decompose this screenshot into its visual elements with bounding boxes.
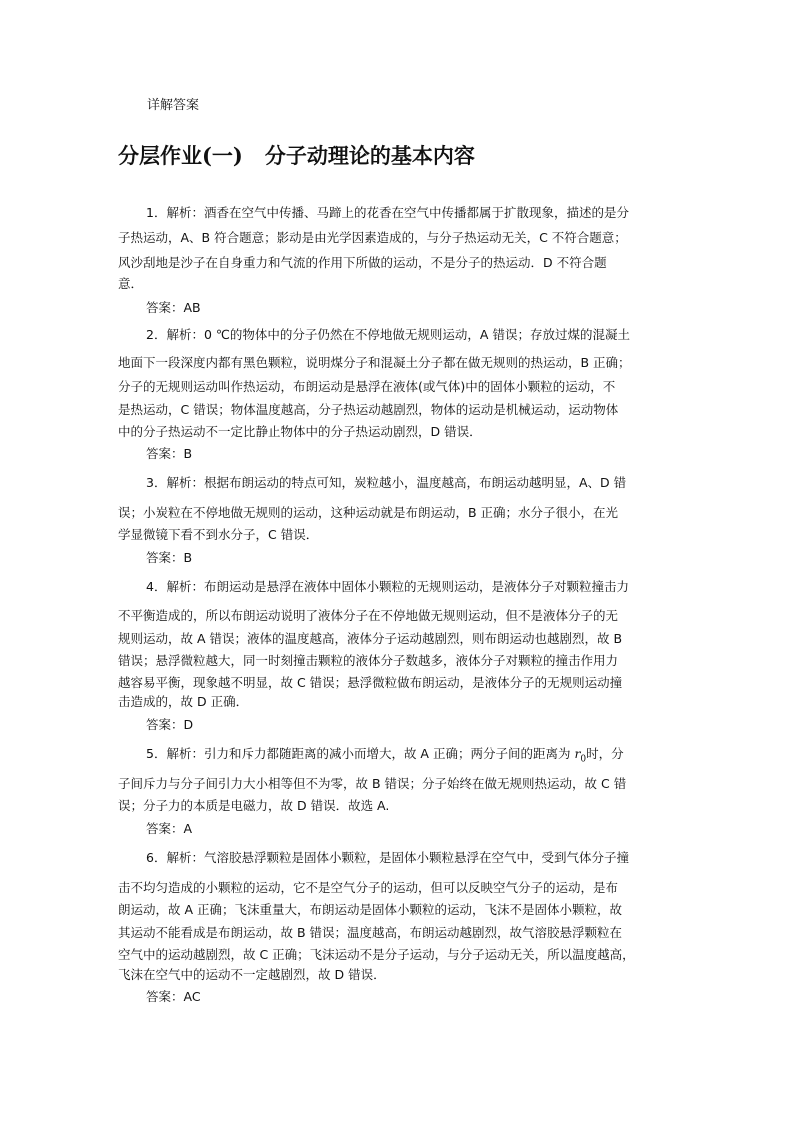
page-title (118, 143, 475, 169)
q1-line-1: 1．解析：酒香在空气中传播、马蹄上的花香在空气中传播都属于扩散现象，描述的是分 (146, 205, 629, 220)
q5-answer: 答案：A (146, 821, 193, 836)
q4-line-5: 越容易平衡，现象越不明显，故 C 错误；悬浮微粒做布朗运动，是液体分子的无规则运动撞 (118, 675, 623, 690)
q6-answer: 答案：AC (146, 989, 201, 1004)
q4-line-4: 错误；悬浮微粒越大，同一时刻撞击颗粒的液体分子数越多，液体分子对颗粒的撞击作用力 (118, 653, 619, 668)
q6-line-1: 6．解析：气溶胶悬浮颗粒是固体小颗粒，是固体小颗粒悬浮在空气中，受到气体分子撞 (146, 850, 629, 865)
r0-subscript: 0 (580, 754, 587, 765)
q2-answer: 答案：B (146, 446, 193, 461)
q3-answer: 答案：B (146, 550, 193, 565)
q5-line-1-tail: 时，分 (586, 746, 624, 761)
q5-line-1-text: 5．解析：引力和斥力都随距离的减小而增大，故 A 正确；两分子间的距离为 (146, 746, 571, 761)
title-part-2: 分子动理论的基本内容 (264, 143, 475, 168)
q1-line-2: 子热运动，A、B 符合题意；影动是由光学因素造成的，与分子热运动无关，C 不符合题意； (118, 230, 627, 245)
q1-answer: 答案：AB (146, 300, 201, 315)
q1-line-4: 意． (118, 276, 144, 291)
r0-letter: r (574, 746, 581, 761)
q6-line-3: 朗运动，故 A 正确；飞沫重量大，布朗运动是固体小颗粒的运动，飞沫不是固体小颗粒，故 (118, 902, 622, 917)
title-part-1: 分层作业(一) (118, 143, 243, 168)
q3-line-1: 3．解析：根据布朗运动的特点可知，炭粒越小，温度越高，布朗运动越明显，A、D 错 (146, 475, 627, 490)
q1-line-3: 风沙刮地是沙子在自身重力和气流的作用下所做的运动，不是分子的热运动．D 不符合题 (118, 255, 607, 270)
q6-line-5: 空气中的运动越剧烈，故 C 正确；飞沫运动不是分子运动，与分子运动无关，所以温度越高， (118, 947, 635, 962)
q4-line-6: 击造成的，故 D 正确． (118, 694, 249, 709)
q2-line-3: 分子的无规则运动叫作热运动，布朗运动是悬浮在液体(或气体)中的固体小颗粒的运动，不 (118, 379, 616, 394)
q2-line-1: 2．解析：0 ℃的物体中的分子仍然在不停地做无规则运动，A 错误；存放过煤的混凝土 (146, 327, 630, 342)
r0-symbol (574, 746, 587, 765)
q4-line-3: 规则运动，故 A 错误；液体的温度越高，液体分子运动越剧烈，则布朗运动也越剧烈，故 B (118, 631, 623, 646)
section-label: 详解答案 (147, 98, 200, 113)
q3-line-3: 学显微镜下看不到水分子，C 错误． (118, 527, 319, 542)
q2-line-5: 中的分子热运动不一定比静止物体中的分子热运动剧烈，D 错误． (118, 424, 482, 439)
q4-line-2: 不平衡造成的，所以布朗运动说明了液体分子在不停地做无规则运动，但不是液体分子的无 (118, 608, 619, 623)
q5-line-2: 子间斥力与分子间引力大小相等但不为零，故 B 错误；分子始终在做无规则热运动，故 C 错 (118, 776, 627, 791)
q4-answer: 答案：D (146, 717, 194, 732)
q5-line-3: 误；分子力的本质是电磁力，故 D 错误．故选 A. (118, 798, 390, 813)
q5-line-1 (146, 746, 680, 768)
q3-line-2: 误；小炭粒在不停地做无规则的运动，这种运动就是布朗运动，B 正确；水分子很小，在光 (118, 505, 619, 520)
q6-line-4: 其运动不能看成是布朗运动，故 B 错误；温度越高，布朗运动越剧烈，故气溶胶悬浮颗粒在 (118, 925, 623, 940)
q6-line-2: 击不均匀造成的小颗粒的运动，它不是空气分子的运动，但可以反映空气分子的运动，是布 (118, 880, 619, 895)
q6-line-6: 飞沫在空气中的运动不一定越剧烈，故 D 错误． (118, 967, 386, 982)
q4-line-1: 4．解析：布朗运动是悬浮在液体中固体小颗粒的无规则运动，是液体分子对颗粒撞击力 (146, 579, 629, 594)
q2-line-4: 是热运动，C 错误；物体温度越高，分子热运动越剧烈，物体的运动是机械运动，运动物体 (118, 402, 619, 417)
q2-line-2: 地面下一段深度内都有黑色颗粒，说明煤分子和混凝土分子都在做无规则的热运动，B 正确； (118, 355, 631, 370)
